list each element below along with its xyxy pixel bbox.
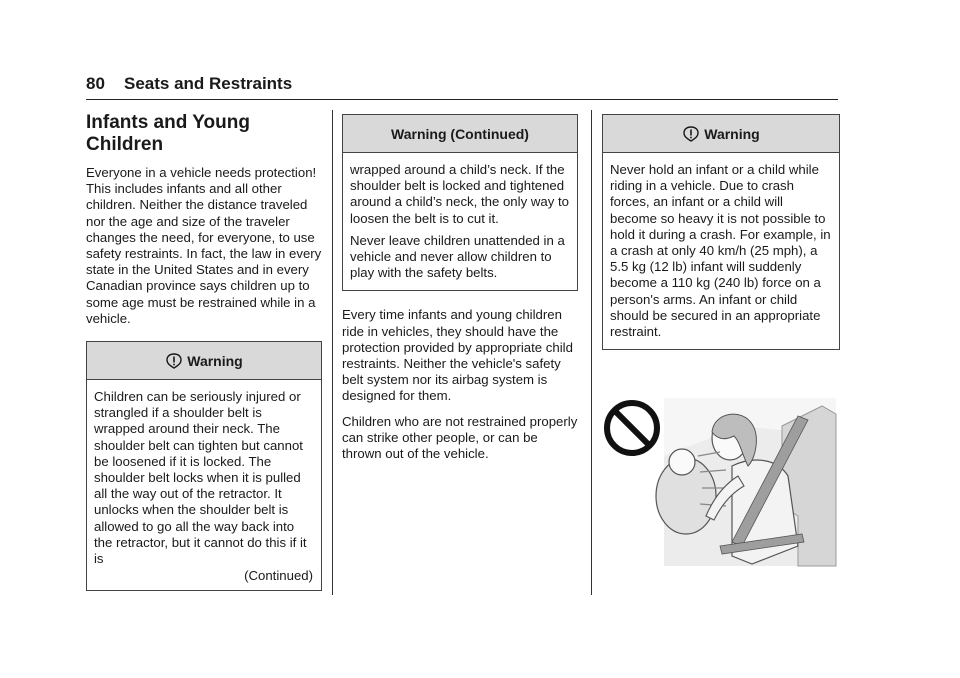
warning-box: [602, 114, 840, 350]
warning-title: Warning: [704, 125, 760, 142]
section-title: Seats and Restraints: [124, 74, 293, 93]
warning-body: [343, 153, 577, 290]
body-paragraph: Children who are not restrained properly can strike other people, or can be thrown out of the vehicle.: [342, 413, 578, 462]
child-holding-illustration: [602, 396, 838, 568]
column-right: [602, 110, 840, 350]
warning-title: Warning (Continued): [391, 125, 529, 142]
page-number: 80: [86, 74, 105, 93]
warning-text: Never leave children unattended in a vehicle and never allow children to play with the safety belts.: [350, 232, 565, 281]
prohibition-icon: [607, 403, 657, 453]
warning-triangle-icon: [682, 125, 700, 143]
column-divider: [591, 110, 592, 595]
body-paragraph: Every time infants and young children ride in vehicles, they should have the protection provided by appropriate child restraints. Neither the vehicle's safety belt system nor its airbag system is designed for them.: [342, 307, 573, 404]
intro-paragraph: Everyone in a vehicle needs protection! This includes infants and all other children. Neither the distance traveled nor the age and size of the traveler changes the need, for everyone, to use safety restraints. In fact, the law in every state in the United States and in every Canadian province says children up to some age must be restrained while in a vehicle.: [86, 165, 322, 326]
warning-text: Children can be seriously injured or strangled if a shoulder belt is wrapped around their neck. The shoulder belt can tighten but cannot be loosened if it is locked. The shoulder belt locks when it is pulled all the way out of the retractor. It unlocks when the shoulder belt is allowed to go all the way back into the retractor, but it cannot do this if it is: [94, 389, 307, 567]
warning-text: Never hold an infant or a child while riding in a vehicle. Due to crash forces, an infant or a child will become so heavy it is not possible to hold it during a crash. For example, in a crash at only 40 km/h (25 mph), a 5.5 kg (12 lb) infant will suddenly become a 110 kg (240 lb) force on a person's arms. An infant or child should be secured in an appropriate restraint.: [610, 162, 831, 340]
continued-label: (Continued): [244, 568, 313, 584]
warning-header: [87, 342, 321, 380]
column-left: [86, 110, 322, 591]
warning-header: [343, 115, 577, 153]
infant-head: [669, 449, 695, 475]
column-divider: [332, 110, 333, 595]
warning-body: [87, 380, 321, 590]
article-heading: Infants and Young Children: [86, 112, 250, 155]
page-header: [86, 72, 838, 100]
column-middle: [342, 110, 578, 462]
warning-title: Warning: [187, 352, 243, 369]
warning-box: [86, 341, 322, 591]
warning-text: wrapped around a child’s neck. If the shoulder belt is locked and tightened around a child’s neck, the only way to loosen the belt is to cut it.: [350, 162, 569, 226]
warning-box-continued: [342, 114, 578, 291]
warning-header: [603, 115, 839, 153]
warning-body: [603, 153, 839, 349]
warning-triangle-icon: [165, 352, 183, 370]
